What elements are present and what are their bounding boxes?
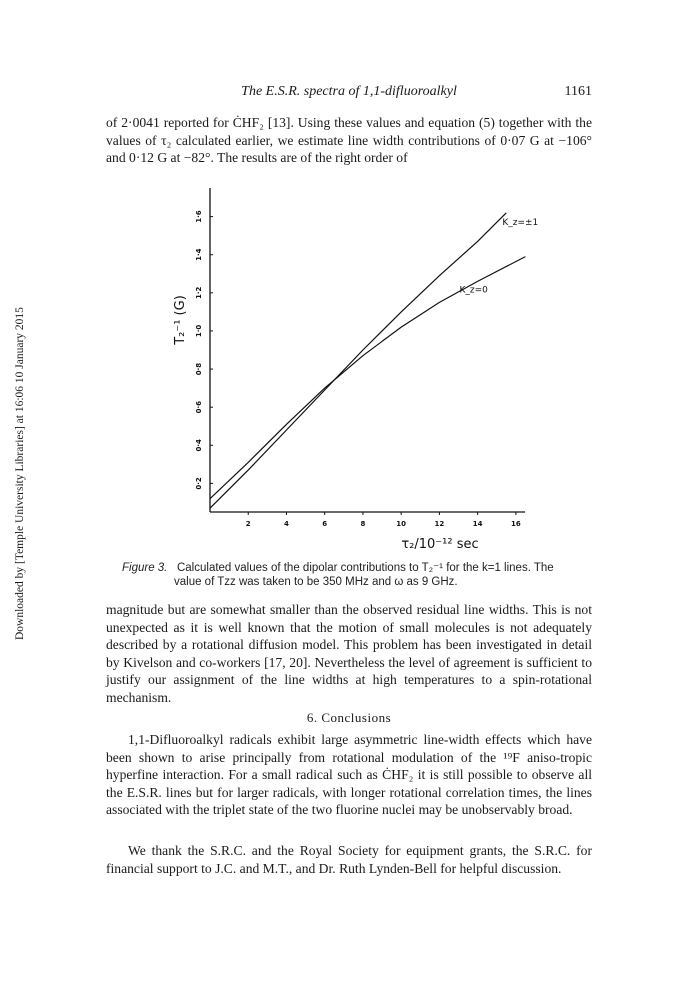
y-axis-title: T₂⁻¹ (G) — [173, 295, 188, 345]
curve-kz-0-label: K_z=0 — [459, 285, 488, 296]
y-tick-label: 1·2 — [195, 286, 203, 300]
figure-caption-line1: Calculated values of the dipolar contributions to T₂⁻¹ for the k=1 lines. The — [176, 562, 554, 574]
x-tick-label: 2 — [245, 520, 251, 528]
paragraph-after-figure-text: magnitude but are somewhat smaller than the observed residual line widths. This is not unexpected as it is well known that the motion of small molecules is not adequately described by a rotational diffusion model. This problem has been investigated in detail by Kivelson and co-workers [17, 20]. Nevertheless the level of agreement is sufficient to justify our assignment of the line widths at high temperatures to a spin-rotational mechanism. — [106, 602, 592, 705]
figure-caption — [122, 561, 572, 589]
page-number: 1161 — [564, 84, 592, 99]
x-tick-label: 16 — [511, 520, 521, 528]
x-tick-label: 14 — [472, 520, 483, 528]
paragraph-conclusions — [106, 731, 592, 819]
running-title: The E.S.R. spectra of 1,1-difluoroalkyl — [241, 84, 457, 99]
y-tick-label: 0·8 — [195, 362, 203, 376]
paragraph-conclusions-text: 1,1-Difluoroalkyl radicals exhibit large asymmetric line-width effects which have been shown to arise principally from rotational modulation of the ¹⁹F aniso-tropic hyperfine interaction. For a small radical such as ĊHF₂ it is still possible to observe all the E.S.R. lines but for larger radicals, with longer rotational correlation times, the lines associated with the triplet state of the two fluorine nuclei may be unobservably broad. — [106, 732, 592, 817]
paragraph-acknowledgements — [106, 842, 592, 877]
x-tick-label: 10 — [396, 520, 407, 528]
chart-series — [210, 213, 525, 508]
x-tick-label: 4 — [284, 520, 289, 528]
paragraph-top-text: of 2·0041 reported for ĊHF₂ [13]. Using these values and equation (5) together with the values of τ₂ calculated earlier, we estimate line width contributions of 0·07 G at −106° and 0·12 G at −82°. The results are of the right order of — [106, 115, 592, 165]
section-heading: 6. Conclusions — [306, 710, 392, 725]
y-tick-label: 1·6 — [195, 210, 203, 223]
paragraph-acknowledgements-text: We thank the S.R.C. and the Royal Society for equipment grants, the S.R.C. for financial support to J.C. and M.T., and Dr. Ruth Lynden-Bell for helpful discussion. — [106, 843, 592, 876]
chart-axes — [210, 188, 525, 512]
paragraph-after-figure — [106, 601, 592, 706]
y-tick-label: 0·4 — [195, 439, 203, 452]
figure-caption-label: Figure 3. — [122, 562, 168, 574]
chart-ticks — [195, 210, 521, 528]
x-axis-title: τ₂/10⁻¹² sec — [401, 537, 479, 552]
y-tick-label: 0·6 — [195, 400, 203, 414]
y-tick-label: 1·4 — [195, 248, 203, 261]
chart-labels — [173, 218, 538, 552]
figure-caption-line2: value of Tzz was taken to be 350 MHz and ω as 9 GHz. — [174, 576, 458, 588]
x-tick-label: 12 — [434, 520, 445, 528]
y-tick-label: 1·0 — [195, 324, 203, 338]
download-watermark-text: Downloaded by [Temple University Libraries] at 16:06 10 January 2015 — [14, 307, 26, 640]
y-tick-label: 0·2 — [195, 477, 203, 490]
x-tick-label: 6 — [322, 520, 328, 528]
curve-kz-1-label: K_z=±1 — [502, 217, 539, 228]
x-tick-label: 8 — [360, 520, 366, 528]
